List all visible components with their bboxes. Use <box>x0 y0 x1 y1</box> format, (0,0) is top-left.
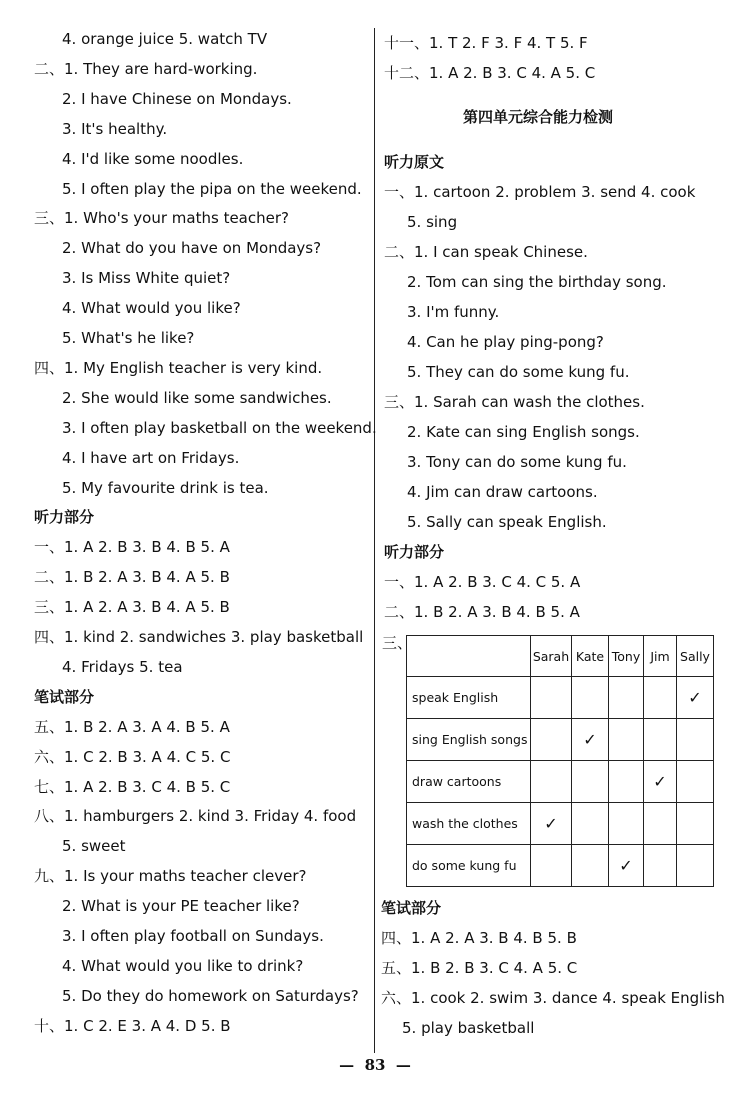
table-cell <box>572 677 609 719</box>
section-heading: 听力部分 <box>34 508 95 527</box>
table-header-row <box>407 636 714 677</box>
answer-line: 4. I have art on Fridays. <box>62 448 240 467</box>
answer-line: 5. sweet <box>62 837 126 856</box>
table-prefix: 三、 <box>382 634 413 652</box>
row-label: sing English songs <box>407 719 531 761</box>
answer-line: 4. Jim can draw cartoons. <box>407 483 598 501</box>
table-cell <box>572 845 609 887</box>
table-row <box>407 761 714 803</box>
answer-line: 5. Do they do homework on Saturdays? <box>62 986 359 1005</box>
answer-line: 4. Fridays 5. tea <box>62 657 183 676</box>
answer-line: 5. What's he like? <box>62 329 195 347</box>
answer-line: 4. I'd like some noodles. <box>62 149 244 168</box>
section-heading: 笔试部分 <box>381 899 442 917</box>
table-cell <box>609 719 644 761</box>
answer-line: 四、1. My English teacher is very kind. <box>34 358 323 377</box>
section-heading: 听力部分 <box>384 543 445 561</box>
table-cell <box>644 803 677 845</box>
checkmark-cell: ✓ <box>572 719 609 761</box>
ability-check-table <box>406 635 714 887</box>
answer-line: 三、1. A 2. A 3. B 4. A 5. B <box>34 598 230 617</box>
table-row <box>407 845 714 887</box>
table-cell <box>531 761 572 803</box>
column-divider <box>374 28 375 1053</box>
checkmark-cell: ✓ <box>644 761 677 803</box>
page-number-value: 83 <box>364 1056 386 1074</box>
answer-line: 4. What would you like to drink? <box>62 956 304 975</box>
table-column-header: Sarah <box>531 636 572 677</box>
answer-line: 十、1. C 2. E 3. A 4. D 5. B <box>34 1016 231 1035</box>
answer-line: 5. I often play the pipa on the weekend. <box>62 179 362 198</box>
answer-line: 二、1. I can speak Chinese. <box>384 243 588 261</box>
table-cell <box>644 719 677 761</box>
answer-line: 5. They can do some kung fu. <box>407 363 630 381</box>
answer-line: 5. My favourite drink is tea. <box>62 478 269 497</box>
table-cell <box>531 677 572 719</box>
table-column-header: Kate <box>572 636 609 677</box>
table-cell <box>572 803 609 845</box>
answer-line: 3. I often play football on Sundays. <box>62 927 324 945</box>
table-cell <box>609 803 644 845</box>
answer-line: 3. It's healthy. <box>62 119 168 138</box>
answer-line: 一、1. A 2. B 3. B 4. B 5. A <box>34 538 230 557</box>
answer-line: 二、1. B 2. A 3. B 4. B 5. A <box>384 603 580 621</box>
table-cell <box>572 761 609 803</box>
answer-line: 4. Can he play ping-pong? <box>407 333 604 351</box>
table-column-header: Sally <box>677 636 714 677</box>
answer-line: 3. I'm funny. <box>407 303 500 321</box>
table-cell <box>609 761 644 803</box>
answer-line: 四、1. A 2. A 3. B 4. B 5. B <box>381 929 577 947</box>
table-column-header: Jim <box>644 636 677 677</box>
answer-line: 三、1. Sarah can wash the clothes. <box>384 393 645 411</box>
row-label: do some kung fu <box>407 845 531 887</box>
checkmark-cell: ✓ <box>609 845 644 887</box>
row-label: draw cartoons <box>407 761 531 803</box>
answer-line: 3. Tony can do some kung fu. <box>407 453 627 471</box>
row-label: wash the clothes <box>407 803 531 845</box>
table-cell <box>531 845 572 887</box>
answer-line: 八、1. hamburgers 2. kind 3. Friday 4. food <box>34 807 357 826</box>
answer-line: 五、1. B 2. B 3. C 4. A 5. C <box>381 959 578 977</box>
answer-line: 2. I have Chinese on Mondays. <box>62 89 292 108</box>
answer-line: 2. She would like some sandwiches. <box>62 388 332 407</box>
table-cell <box>677 845 714 887</box>
answer-line: 2. What do you have on Mondays? <box>62 239 322 258</box>
table-column-header: Tony <box>609 636 644 677</box>
answer-line: 3. I often play basketball on the weekend. <box>62 418 377 437</box>
answer-line: 二、1. They are hard-working. <box>34 59 258 78</box>
answer-line: 2. Tom can sing the birthday song. <box>407 273 667 291</box>
answer-line: 七、1. A 2. B 3. C 4. B 5. C <box>34 777 231 796</box>
row-label: speak English <box>407 677 531 719</box>
table-cell <box>644 677 677 719</box>
answer-line: 一、1. cartoon 2. problem 3. send 4. cook <box>384 183 696 201</box>
checkmark-cell: ✓ <box>531 803 572 845</box>
answer-line: 5. Sally can speak English. <box>407 513 607 531</box>
table-cell <box>609 677 644 719</box>
table-row <box>407 803 714 845</box>
answer-line: 九、1. Is your maths teacher clever? <box>34 867 307 886</box>
answer-line: 五、1. B 2. A 3. A 4. B 5. A <box>34 717 230 736</box>
table-cell <box>677 803 714 845</box>
answer-line: 三、1. Who's your maths teacher? <box>34 209 289 228</box>
answer-line: 一、1. A 2. B 3. C 4. C 5. A <box>384 573 581 591</box>
answer-line: 2. What is your PE teacher like? <box>62 897 300 916</box>
section-heading: 笔试部分 <box>34 687 95 706</box>
table-cell <box>531 719 572 761</box>
answer-line: 六、1. cook 2. swim 3. dance 4. speak English <box>381 989 725 1007</box>
table-row <box>407 719 714 761</box>
answer-line: 4. What would you like? <box>62 299 241 318</box>
answer-line: 四、1. kind 2. sandwiches 3. play basketball <box>34 628 364 646</box>
section-heading: 听力原文 <box>384 153 445 171</box>
answer-line: 二、1. B 2. A 3. B 4. A 5. B <box>34 568 230 587</box>
answer-line: 5. play basketball <box>402 1019 535 1037</box>
page-number: — 83 — <box>339 1056 411 1074</box>
answer-line: 5. sing <box>407 213 458 231</box>
checkmark-cell: ✓ <box>677 677 714 719</box>
unit-title: 第四单元综合能力检测 <box>463 108 614 126</box>
table-cell <box>677 761 714 803</box>
table-cell <box>644 845 677 887</box>
table-cell <box>677 719 714 761</box>
answer-line: 十二、1. A 2. B 3. C 4. A 5. C <box>384 64 596 82</box>
table-row <box>407 677 714 719</box>
answer-line: 3. Is Miss White quiet? <box>62 269 231 288</box>
answer-line: 2. Kate can sing English songs. <box>407 423 640 441</box>
answer-line: 六、1. C 2. B 3. A 4. C 5. C <box>34 747 231 766</box>
answer-line: 十一、1. T 2. F 3. F 4. T 5. F <box>384 34 588 52</box>
answer-line: 4. orange juice 5. watch TV <box>62 30 268 48</box>
